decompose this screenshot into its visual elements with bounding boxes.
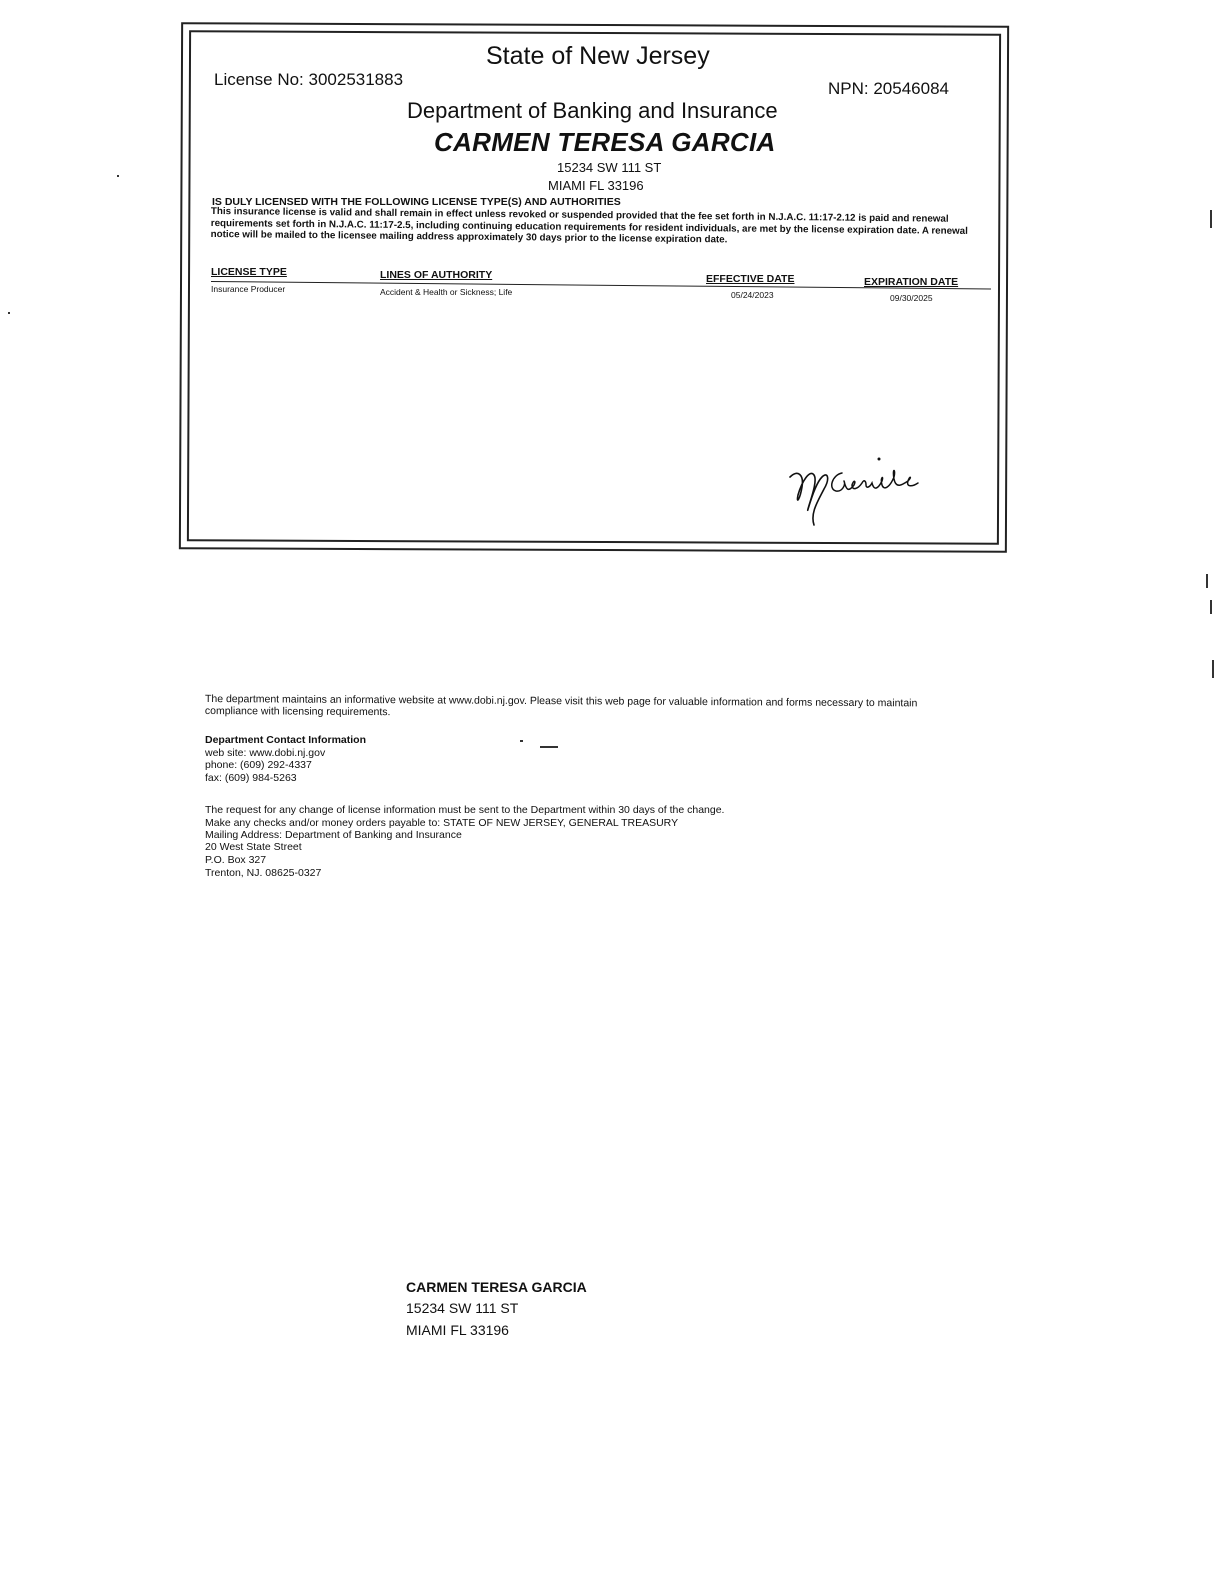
- scan-speck: [1212, 660, 1214, 678]
- contact-website: web site: www.dobi.nj.gov: [205, 747, 326, 759]
- scan-speck: [8, 312, 10, 314]
- scan-speck: [1210, 210, 1212, 228]
- commissioner-signature: [784, 455, 924, 530]
- header-lines-of-authority: LINES OF AUTHORITY: [380, 269, 493, 281]
- recipient-address-line1: 15234 SW 111 ST: [406, 1300, 519, 1316]
- license-validity-text: This insurance license is valid and shall remain in effect unless revoked or suspended provided that the fee set forth in N.J.A.C. 11:17-2.12 is paid and renewal requirements set forth in N.J.A.C. 11:17-2.5, including continuing education requirements for resident individuals, are met by the license expiration date. A renewal notice will be mailed to the licensee mailing address approximately 30 days prior to the license expiration date.: [210, 206, 968, 246]
- payment-instructions: Make any checks and/or money orders payable to: STATE OF NEW JERSEY, GENERAL TREASURY: [205, 817, 679, 829]
- duly-licensed-statement: IS DULY LICENSED WITH THE FOLLOWING LICENSE TYPE(S) AND AUTHORITIES: [212, 196, 621, 208]
- state-title: State of New Jersey: [486, 42, 710, 70]
- mailing-street: 20 West State Street: [205, 841, 302, 853]
- contact-heading: Department Contact Information: [205, 734, 367, 746]
- mailing-po-box: P.O. Box 327: [205, 854, 267, 866]
- header-license-type: LICENSE TYPE: [211, 266, 287, 278]
- npn-number: NPN: 20546084: [828, 79, 949, 98]
- header-effective-date: EFFECTIVE DATE: [706, 273, 795, 285]
- license-number: License No: 3002531883: [214, 70, 404, 89]
- website-paragraph: The department maintains an informative website at www.dobi.nj.gov. Please visit this web page for valuable information and forms necessary to maintain compliance with licensing requirements.: [204, 693, 918, 718]
- department-name: Department of Banking and Insurance: [407, 98, 778, 123]
- scan-speck: [117, 175, 119, 177]
- mailing-city: Trenton, NJ. 08625-0327: [205, 867, 322, 879]
- mailing-address-line: Mailing Address: Department of Banking and Insurance: [205, 829, 462, 841]
- holder-address-line2: MIAMI FL 33196: [548, 178, 644, 193]
- holder-address-line1: 15234 SW 111 ST: [557, 160, 662, 175]
- cell-effective-date: 05/24/2023: [731, 290, 774, 300]
- header-expiration-date: EXPIRATION DATE: [864, 276, 959, 288]
- contact-fax: fax: (609) 984-5263: [205, 772, 297, 784]
- cell-lines-of-authority: Accident & Health or Sickness; Life: [380, 287, 513, 297]
- cell-expiration-date: 09/30/2025: [890, 293, 933, 303]
- recipient-name: CARMEN TERESA GARCIA: [406, 1279, 587, 1295]
- cell-license-type: Insurance Producer: [211, 284, 286, 294]
- scan-speck: [1206, 574, 1208, 588]
- scan-speck: [520, 740, 523, 742]
- recipient-address-line2: MIAMI FL 33196: [406, 1322, 509, 1338]
- contact-phone: phone: (609) 292-4337: [205, 759, 312, 771]
- scan-speck: [1210, 600, 1212, 614]
- change-request-notice: The request for any change of license information must be sent to the Department within 30 days of the change.: [205, 804, 725, 816]
- license-holder-name: CARMEN TERESA GARCIA: [434, 127, 776, 157]
- scan-speck: [540, 746, 558, 748]
